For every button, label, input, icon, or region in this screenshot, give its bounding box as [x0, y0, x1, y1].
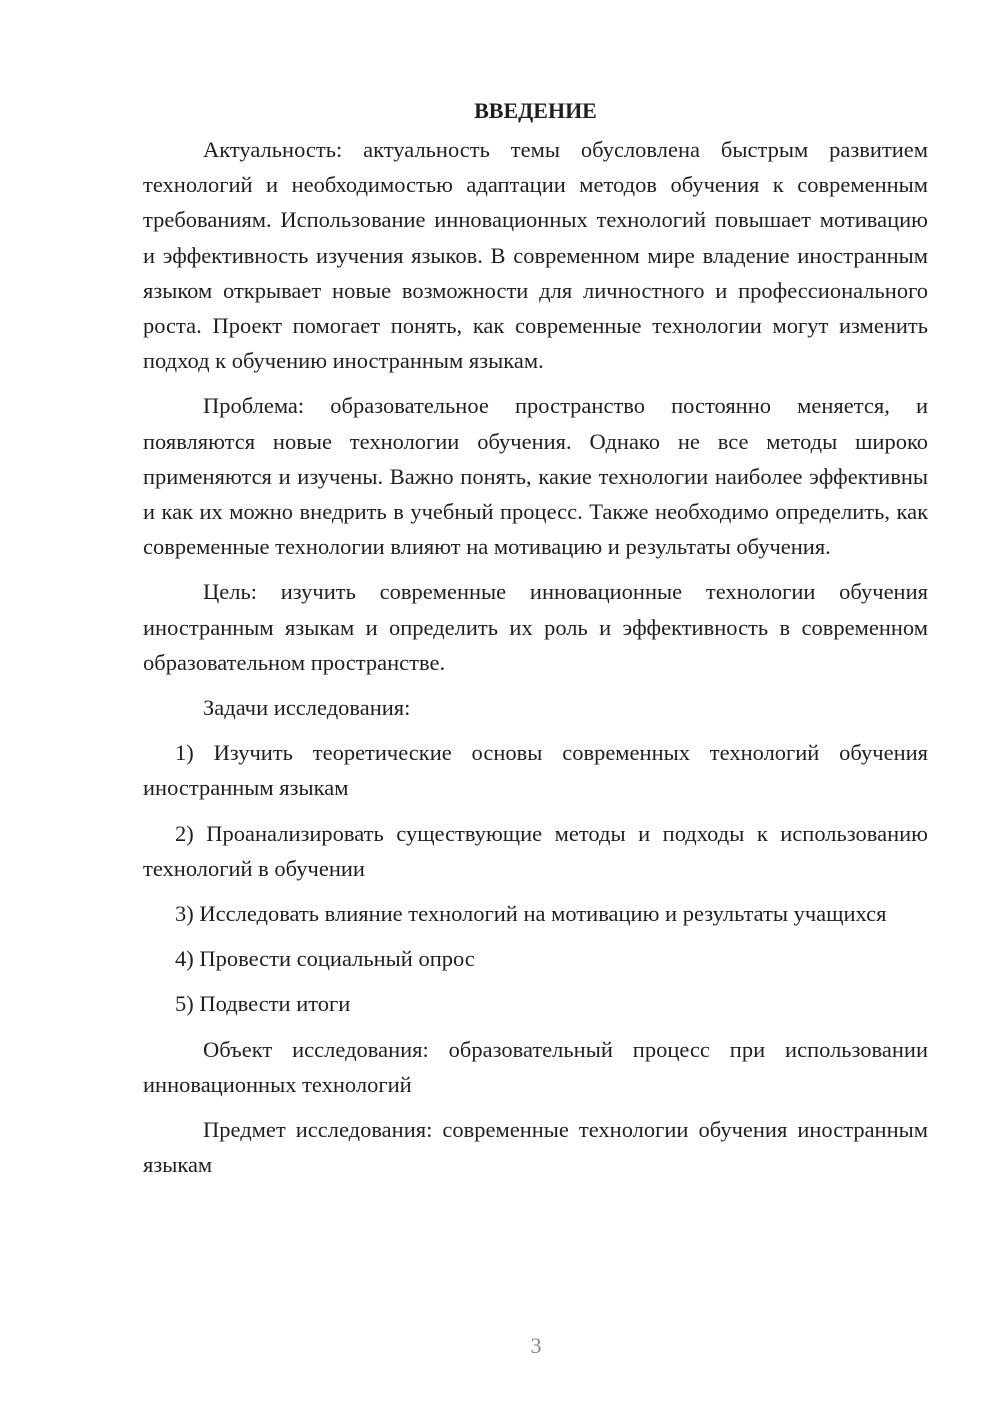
- document-title: ВВЕДЕНИЕ: [474, 98, 597, 123]
- task-item-3: 3) Исследовать влияние технологий на мотивацию и результаты учащихся: [175, 901, 887, 927]
- task-item-5: 5) Подвести итоги: [175, 991, 351, 1017]
- page-number: 3: [530, 1333, 542, 1358]
- paragraph-object: Объект исследования: образовательный процесс при использовании инновационных технологий: [143, 1036, 928, 1097]
- paragraph-tasks-heading: Задачи исследования:: [203, 695, 411, 721]
- paragraph-problem: Проблема: образовательное пространство постоянно меняется, и появляются новые технологии обучения. Однако не все методы широко применяются и изучены. Важно понять, какие технологии наиболее эффективны и как их можно внедрить в учебный процесс. Также необходимо определить, как современные технологии влияют на мотивацию и результаты обучения.: [143, 393, 928, 560]
- paragraph-goal: Цель: изучить современные инновационные технологии обучения иностранным языкам и определить их роль и эффективность в современном образовательном пространстве.: [143, 579, 928, 675]
- paragraph-relevance: Актуальность: актуальность темы обусловлена быстрым развитием технологий и необходимостью адаптации методов обучения к современным требованиям. Использование инновационных технологий повышает мотивацию и эффективность изучения языков. В современном мире владение иностранным языком открывает новые возможности для личностного и профессионального роста. Проект помогает понять, как современные технологии могут изменить подход к обучению иностранным языкам.: [143, 137, 928, 374]
- task-item-1: 1) Изучить теоретические основы современных технологий обучения иностранным языкам: [143, 740, 928, 801]
- document-page: [143, 96, 928, 1192]
- paragraph-subject: Предмет исследования: современные технологии обучения иностранным языкам: [143, 1117, 928, 1178]
- task-item-4: 4) Провести социальный опрос: [175, 946, 475, 972]
- task-item-2: 2) Проанализировать существующие методы и подходы к использованию технологий в обучении: [143, 820, 928, 881]
